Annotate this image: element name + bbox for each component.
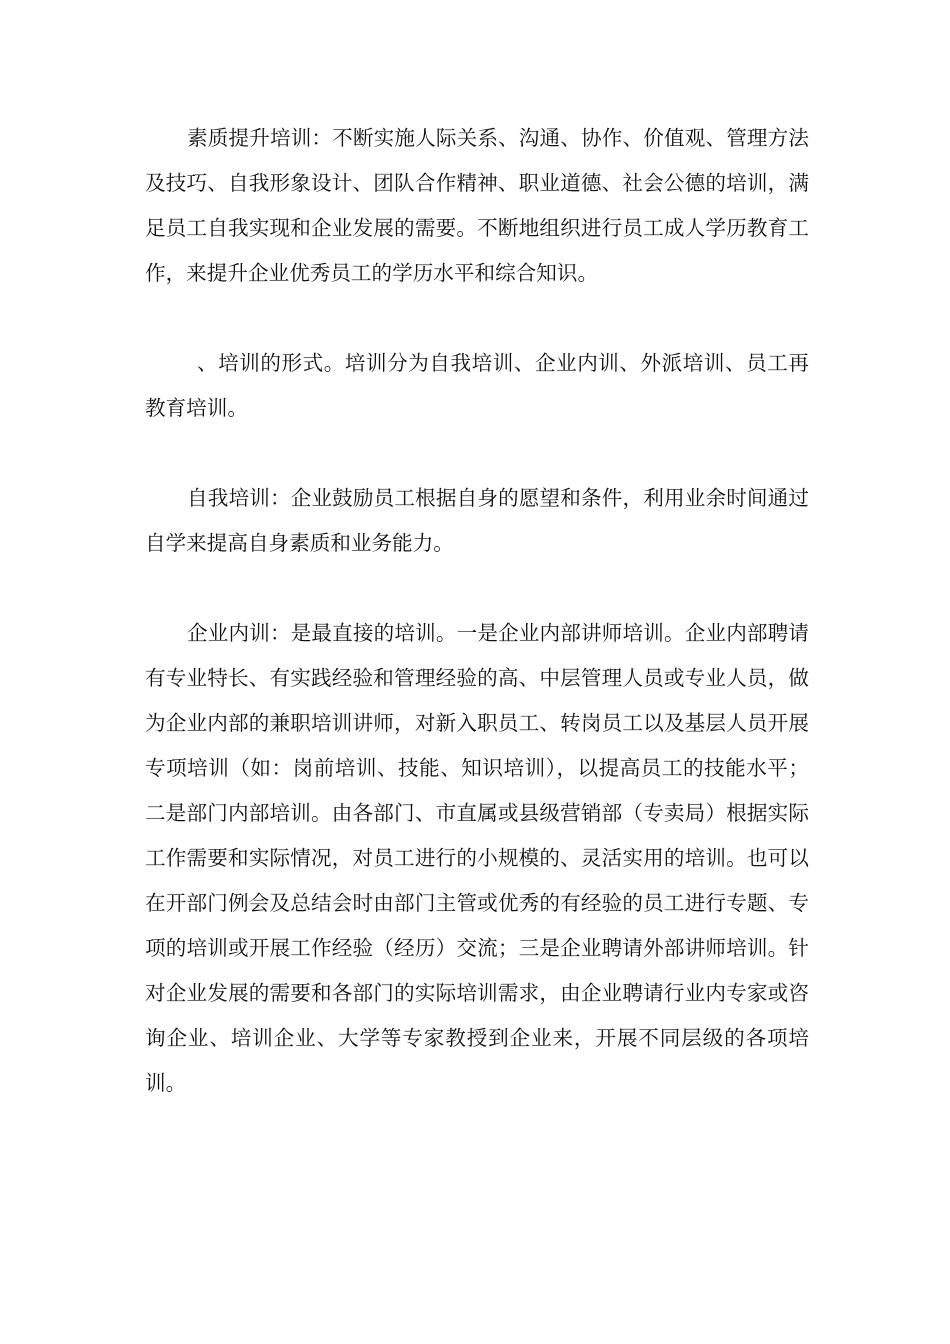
paragraph-quality-training: 素质提升培训：不断实施人际关系、沟通、协作、价值观、管理方法及技巧、自我形象设计、团队合作精神、职业道德、社会公德的培训，满足员工自我实现和企业发展的需要。不断地组织进行员工成人学历教育工作，来提升企业优秀员工的学历水平和综合知识。 [145, 126, 809, 285]
paragraph-training-forms: 、培训的形式。培训分为自我培训、企业内训、外派培训、员工再教育培训。 [145, 351, 809, 420]
paragraph-internal-training: 企业内训：是最直接的培训。一是企业内部讲师培训。企业内部聘请有专业特长、有实践经验和管理经验的高、中层管理人员或专业人员，做为企业内部的兼职培训讲师，对新入职员工、转岗员工以及基层人员开展专项培训（如：岗前培训、技能、知识培训），以提高员工的技能水平；二是部门内部培训。由各部门、市直属或县级营销部（专卖局）根据实际工作需要和实际情况，对员工进行的小规模的、灵活实用的培训。也可以在开部门例会及总结会时由部门主管或优秀的有经验的员工进行专题、专项的培训或开展工作经验（经历）交流；三是企业聘请外部讲师培训。针对企业发展的需要和各部门的实际培训需求，由企业聘请行业内专家或咨询企业、培训企业、大学等专家教授到企业来，开展不同层级的各项培训。 [145, 621, 809, 1095]
document-body [145, 116, 809, 1151]
paragraph-self-training: 自我培训：企业鼓励员工根据自身的愿望和条件，利用业余时间通过自学来提高自身素质和业务能力。 [145, 486, 809, 555]
